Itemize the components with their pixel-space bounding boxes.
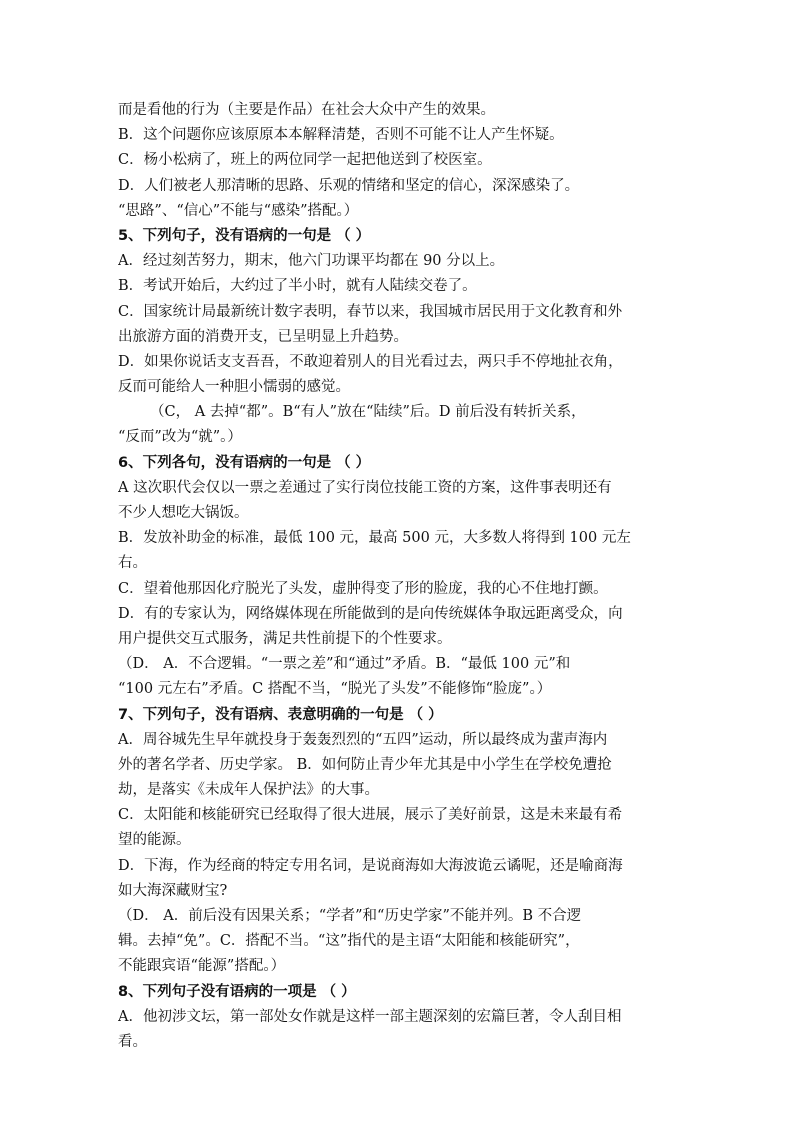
text-line: 劫，是落实《未成年人保护法》的大事。 [118,782,379,799]
text-line: “100 元左右”矛盾。C 搭配不当，“脱光了头发”不能修饰“脸庞”。） [118,681,552,698]
text-line: 反而可能给人一种胆小懦弱的感觉。 [118,379,350,396]
text-line: 不少人想吃大锅饭。 [118,505,249,521]
text-line: C．望着他那因化疗脱光了头发，虚肿得变了形的脸庞，我的心不住地打颤。 [118,580,608,597]
text-line: A．周谷城先生早年就投身于轰轰烈烈的“五四”运动，所以最终成为蜚声海内 [118,731,608,748]
text-line: （D． A．前后没有因果关系；“学者”和“历史学家”不能并列。B 不合逻 [118,908,582,924]
text-line: 望的能源。 [118,832,191,849]
text-line: D．人们被老人那清晰的思路、乐观的情绪和坚定的信心，深深感染了。 [118,177,580,194]
text-line: 外的著名学者、历史学家。 B．如何防止青少年尤其是中小学生在学校免遭抢 [118,756,612,773]
text-line: 辑。去掉“免”。C．搭配不当。“这”指代的是主语“太阳能和核能研究”， [118,933,580,950]
text-line: C．杨小松病了，班上的两位同学一起把他送到了校医室。 [118,152,492,169]
text-line: 右。 [118,555,147,572]
text-line: B．发放补助金的标准，最低 100 元，最高 500 元，大多数人将得到 100 元左 [118,530,631,547]
text-line: 如大海深藏财宝? [118,882,228,899]
text-line: 用户提供交互式服务，满足共性前提下的个性要求。 [118,630,452,647]
question-heading: 6、下列各句，没有语病的一句是 （ ） [118,454,371,471]
text-line: 不能跟宾语“能源”搭配。） [118,958,286,975]
text-line: （C， A 去掉“都”。B“有人”放在“陆续”后。D 前后没有转折关系， [150,404,586,421]
text-line: C．太阳能和核能研究已经取得了很大进展，展示了美好前景，这是未来最有希 [118,807,623,824]
text-line: A．经过刻苦努力，期末，他六门功课平均都在 90 分以上。 [118,253,505,270]
text-line: C．国家统计局最新统计数字表明，春节以来，我国城市居民用于文化教育和外 [118,303,623,320]
text-line: “思路”、“信心”不能与“感染”搭配。） [118,202,359,219]
text-line: 而是看他的行为（主要是作品）在社会大众中产生的效果。 [118,102,495,118]
text-line: “反而”改为“就”。） [118,429,242,446]
text-line: D．下海，作为经商的特定专用名词，是说商海如大海波诡云谲呢，还是喻商海 [118,857,623,874]
text-line: D．如果你说话支支吾吾，不敢迎着别人的目光看过去，两只手不停地扯衣角， [118,353,623,370]
text-line: 出旅游方面的消费开支，已呈明显上升趋势。 [118,328,408,345]
text-line: A 这次职代会仅以一票之差通过了实行岗位技能工资的方案，这件事表明还有 [118,479,612,496]
question-heading: 7、下列句子，没有语病、表意明确的一句是 （ ） [118,706,443,723]
text-line: B．考试开始后，大约过了半小时，就有人陆续交卷了。 [118,278,477,295]
text-line: B．这个问题你应该原原本本解释清楚，否则不可能不让人产生怀疑。 [118,127,564,144]
text-line: （D． A．不合逻辑。“一票之差”和“通过”矛盾。B．“最低 100 元”和 [118,656,571,673]
text-line: D．有的专家认为，网络媒体现在所能做到的是向传统媒体争取远距离受众，向 [118,605,623,622]
text-line: 看。 [118,1033,147,1050]
text-line: A．他初涉文坛，第一部处女作就是这样一部主题深刻的宏篇巨著，令人刮目相 [118,1008,622,1025]
question-heading: 5、下列句子，没有语病的一句是 （ ） [118,227,371,244]
question-heading: 8、下列句子没有语病的一项是 （ ） [118,983,356,1000]
document-body [118,98,678,1055]
